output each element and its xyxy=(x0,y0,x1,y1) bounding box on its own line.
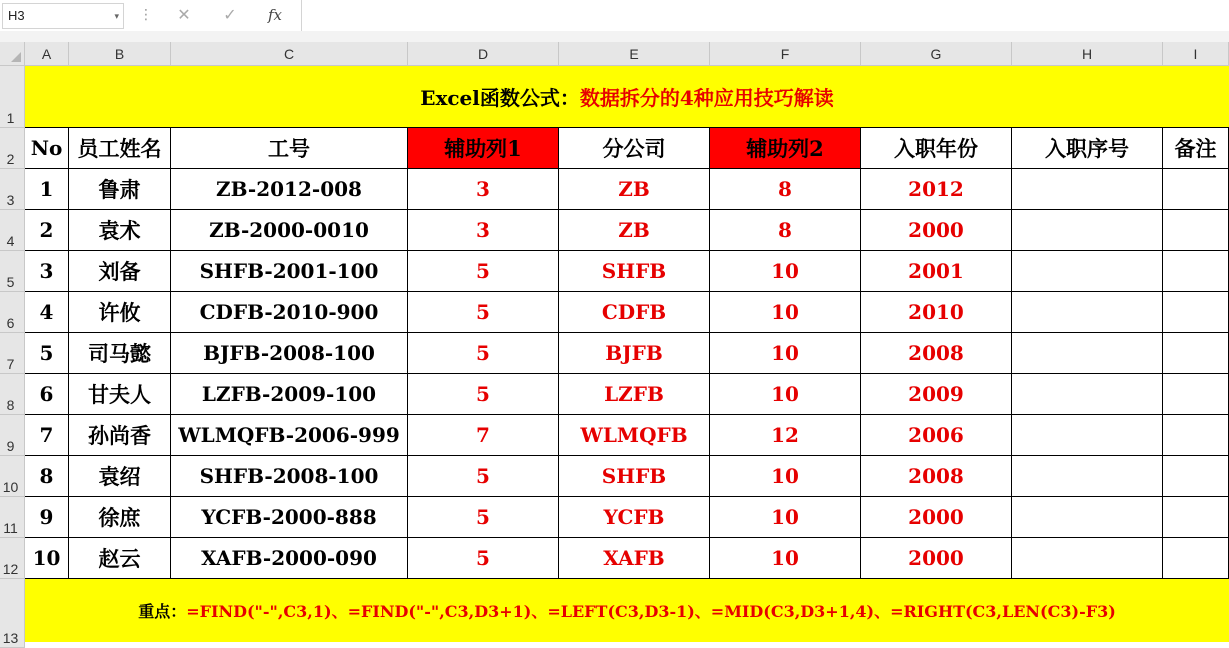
table-cell-aux2[interactable]: 10 xyxy=(710,251,861,292)
table-cell-seq[interactable] xyxy=(1012,210,1163,251)
table-cell-id[interactable]: ZB-2012-008 xyxy=(171,169,408,210)
table-cell-name[interactable]: 鲁肃 xyxy=(69,169,171,210)
table-header-cell[interactable]: 入职年份 xyxy=(861,128,1012,169)
table-cell-aux1[interactable]: 3 xyxy=(408,210,559,251)
row-number: 1 xyxy=(6,110,15,126)
row-header-5[interactable] xyxy=(0,251,25,292)
table-header-cell[interactable]: 工号 xyxy=(171,128,408,169)
table-cell-id[interactable]: XAFB-2000-090 xyxy=(171,538,408,579)
table-cell-note[interactable] xyxy=(1163,456,1229,497)
select-all-icon xyxy=(11,52,21,62)
row-number: 13 xyxy=(2,630,19,646)
row-header-11[interactable] xyxy=(0,497,25,538)
table-cell-seq[interactable] xyxy=(1012,169,1163,210)
column-header-d[interactable]: D xyxy=(408,42,559,66)
name-box-value: H3 xyxy=(8,8,25,23)
table-cell-aux1[interactable]: 5 xyxy=(408,292,559,333)
row-header-6[interactable] xyxy=(0,292,25,333)
table-cell-aux1[interactable]: 5 xyxy=(408,374,559,415)
table-cell-seq[interactable] xyxy=(1012,374,1163,415)
table-header-cell[interactable]: 分公司 xyxy=(559,128,710,169)
name-box-dropdown-icon[interactable]: ▾ xyxy=(114,11,119,21)
row-number: 2 xyxy=(6,151,15,167)
column-header-e[interactable]: E xyxy=(559,42,710,66)
table-cell-note[interactable] xyxy=(1163,333,1229,374)
select-all-corner[interactable] xyxy=(0,42,25,66)
enter-check-icon[interactable]: ✓ xyxy=(223,5,237,24)
table-cell-note[interactable] xyxy=(1163,415,1229,456)
table-cell-seq[interactable] xyxy=(1012,333,1163,374)
table-cell-aux1[interactable]: 5 xyxy=(408,497,559,538)
table-cell-name[interactable]: 甘夫人 xyxy=(69,374,171,415)
table-cell-name[interactable]: 袁术 xyxy=(69,210,171,251)
row-number: 3 xyxy=(6,192,15,208)
table-cell-no[interactable]: 1 xyxy=(25,169,69,210)
table-cell-year[interactable]: 2012 xyxy=(861,169,1012,210)
table-header-cell[interactable]: 备注 xyxy=(1163,128,1229,169)
title-banner[interactable] xyxy=(25,66,1229,128)
table-cell-id[interactable]: ZB-2000-0010 xyxy=(171,210,408,251)
row-number: 11 xyxy=(3,520,18,536)
table-cell-aux2[interactable]: 12 xyxy=(710,415,861,456)
table-cell-aux2[interactable]: 10 xyxy=(710,374,861,415)
title-main: 数据拆分的4种应用技巧解读 xyxy=(579,86,834,110)
column-header-i[interactable]: I xyxy=(1163,42,1229,66)
table-cell-aux1[interactable]: 5 xyxy=(408,251,559,292)
table-cell-branch[interactable]: SHFB xyxy=(559,456,710,497)
table-cell-year[interactable]: 2010 xyxy=(861,292,1012,333)
row-number: 7 xyxy=(6,356,15,372)
table-cell-aux1[interactable]: 7 xyxy=(408,415,559,456)
table-cell-id[interactable]: SHFB-2001-100 xyxy=(171,251,408,292)
column-header-h[interactable]: H xyxy=(1012,42,1163,66)
table-cell-aux1[interactable]: 3 xyxy=(408,169,559,210)
row-number: 8 xyxy=(6,397,15,413)
table-cell-branch[interactable]: ZB xyxy=(559,210,710,251)
row-number: 4 xyxy=(6,233,15,249)
table-cell-note[interactable] xyxy=(1163,497,1229,538)
table-cell-seq[interactable] xyxy=(1012,538,1163,579)
cancel-icon[interactable]: ✕ xyxy=(177,5,191,24)
table-cell-no[interactable]: 4 xyxy=(25,292,69,333)
table-cell-aux2[interactable]: 8 xyxy=(710,169,861,210)
table-cell-year[interactable]: 2009 xyxy=(861,374,1012,415)
table-cell-name[interactable]: 刘备 xyxy=(69,251,171,292)
table-cell-name[interactable]: 徐庶 xyxy=(69,497,171,538)
table-cell-year[interactable]: 2006 xyxy=(861,415,1012,456)
row-header-13[interactable] xyxy=(0,579,25,648)
table-header-cell[interactable]: 员工姓名 xyxy=(69,128,171,169)
table-cell-branch[interactable]: YCFB xyxy=(559,497,710,538)
table-cell-year[interactable]: 2000 xyxy=(861,538,1012,579)
table-cell-seq[interactable] xyxy=(1012,292,1163,333)
table-cell-name[interactable]: 赵云 xyxy=(69,538,171,579)
table-cell-seq[interactable] xyxy=(1012,497,1163,538)
table-cell-year[interactable]: 2000 xyxy=(861,210,1012,251)
column-header-c[interactable]: C xyxy=(171,42,408,66)
table-cell-id[interactable]: SHFB-2008-100 xyxy=(171,456,408,497)
table-cell-no[interactable]: 10 xyxy=(25,538,69,579)
table-cell-seq[interactable] xyxy=(1012,456,1163,497)
table-cell-branch[interactable]: LZFB xyxy=(559,374,710,415)
row-header-2[interactable] xyxy=(0,128,25,169)
row-number: 10 xyxy=(2,479,19,495)
title-prefix: Excel函数公式： xyxy=(420,86,580,110)
table-cell-id[interactable]: LZFB-2009-100 xyxy=(171,374,408,415)
row-number: 12 xyxy=(2,561,19,577)
row-number: 6 xyxy=(6,315,15,331)
toolbar-gap xyxy=(0,31,1229,42)
table-cell-note[interactable] xyxy=(1163,538,1229,579)
table-cell-year[interactable]: 2001 xyxy=(861,251,1012,292)
table-cell-id[interactable]: CDFB-2010-900 xyxy=(171,292,408,333)
row-header-10[interactable] xyxy=(0,456,25,497)
table-cell-year[interactable]: 2008 xyxy=(861,333,1012,374)
row-header-9[interactable] xyxy=(0,415,25,456)
table-cell-branch[interactable]: BJFB xyxy=(559,333,710,374)
column-header-a[interactable]: A xyxy=(25,42,69,66)
table-header-cell[interactable]: No xyxy=(25,128,69,169)
table-cell-name[interactable]: 袁绍 xyxy=(69,456,171,497)
table-cell-seq[interactable] xyxy=(1012,415,1163,456)
table-cell-aux2[interactable]: 10 xyxy=(710,497,861,538)
table-cell-aux1[interactable]: 5 xyxy=(408,538,559,579)
row-header-7[interactable] xyxy=(0,333,25,374)
table-cell-aux2[interactable]: 10 xyxy=(710,333,861,374)
row-header-1[interactable] xyxy=(0,66,25,128)
row-header-12[interactable] xyxy=(0,538,25,579)
table-cell-note[interactable] xyxy=(1163,374,1229,415)
table-cell-branch[interactable]: ZB xyxy=(559,169,710,210)
name-box[interactable] xyxy=(2,3,124,29)
table-cell-name[interactable]: 孙尚香 xyxy=(69,415,171,456)
table-cell-name[interactable]: 许攸 xyxy=(69,292,171,333)
table-cell-branch[interactable]: CDFB xyxy=(559,292,710,333)
table-cell-no[interactable]: 7 xyxy=(25,415,69,456)
table-cell-year[interactable]: 2008 xyxy=(861,456,1012,497)
table-cell-aux2[interactable]: 10 xyxy=(710,292,861,333)
table-cell-aux1[interactable]: 5 xyxy=(408,333,559,374)
table-cell-id[interactable]: BJFB-2008-100 xyxy=(171,333,408,374)
row-header-8[interactable] xyxy=(0,374,25,415)
table-cell-branch[interactable]: SHFB xyxy=(559,251,710,292)
table-cell-note[interactable] xyxy=(1163,169,1229,210)
table-cell-aux2[interactable]: 8 xyxy=(710,210,861,251)
row-number: 9 xyxy=(6,438,15,454)
footer-label: 重点： xyxy=(138,602,187,621)
formula-bar-grip-icon[interactable]: ⋮ xyxy=(139,7,153,23)
table-cell-branch[interactable]: XAFB xyxy=(559,538,710,579)
table-header-cell[interactable]: 入职序号 xyxy=(1012,128,1163,169)
footer-formulas: =FIND("-",C3,1)、=FIND("-",C3,D3+1)、=LEFT(C3,D3-1)、=MID(C3,D3+1,4)、=RIGHT(C3,LEN(C3)-F3) xyxy=(186,602,1116,621)
table-cell-seq[interactable] xyxy=(1012,251,1163,292)
table-cell-aux2[interactable]: 10 xyxy=(710,538,861,579)
table-cell-id[interactable]: WLMQFB-2006-999 xyxy=(171,415,408,456)
table-cell-note[interactable] xyxy=(1163,210,1229,251)
formula-input[interactable] xyxy=(301,0,1229,31)
table-cell-no[interactable]: 2 xyxy=(25,210,69,251)
table-cell-name[interactable]: 司马懿 xyxy=(69,333,171,374)
table-header-cell[interactable]: 辅助列1 xyxy=(408,128,559,169)
table-cell-id[interactable]: YCFB-2000-888 xyxy=(171,497,408,538)
table-cell-note[interactable] xyxy=(1163,292,1229,333)
column-header-g[interactable]: G xyxy=(861,42,1012,66)
table-cell-aux2[interactable]: 10 xyxy=(710,456,861,497)
row-header-3[interactable] xyxy=(0,169,25,210)
table-cell-aux1[interactable]: 5 xyxy=(408,456,559,497)
formula-bar xyxy=(0,0,1229,32)
table-cell-no[interactable]: 9 xyxy=(25,497,69,538)
table-cell-no[interactable]: 6 xyxy=(25,374,69,415)
table-header-cell[interactable]: 辅助列2 xyxy=(710,128,861,169)
table-cell-no[interactable]: 3 xyxy=(25,251,69,292)
row-header-4[interactable] xyxy=(0,210,25,251)
table-cell-note[interactable] xyxy=(1163,251,1229,292)
column-header-f[interactable]: F xyxy=(710,42,861,66)
footer-banner[interactable] xyxy=(25,579,1229,642)
table-cell-no[interactable]: 5 xyxy=(25,333,69,374)
table-cell-no[interactable]: 8 xyxy=(25,456,69,497)
column-header-b[interactable]: B xyxy=(69,42,171,66)
row-number: 5 xyxy=(6,274,15,290)
table-cell-branch[interactable]: WLMQFB xyxy=(559,415,710,456)
insert-function-icon[interactable]: fx xyxy=(267,6,282,24)
table-cell-year[interactable]: 2000 xyxy=(861,497,1012,538)
